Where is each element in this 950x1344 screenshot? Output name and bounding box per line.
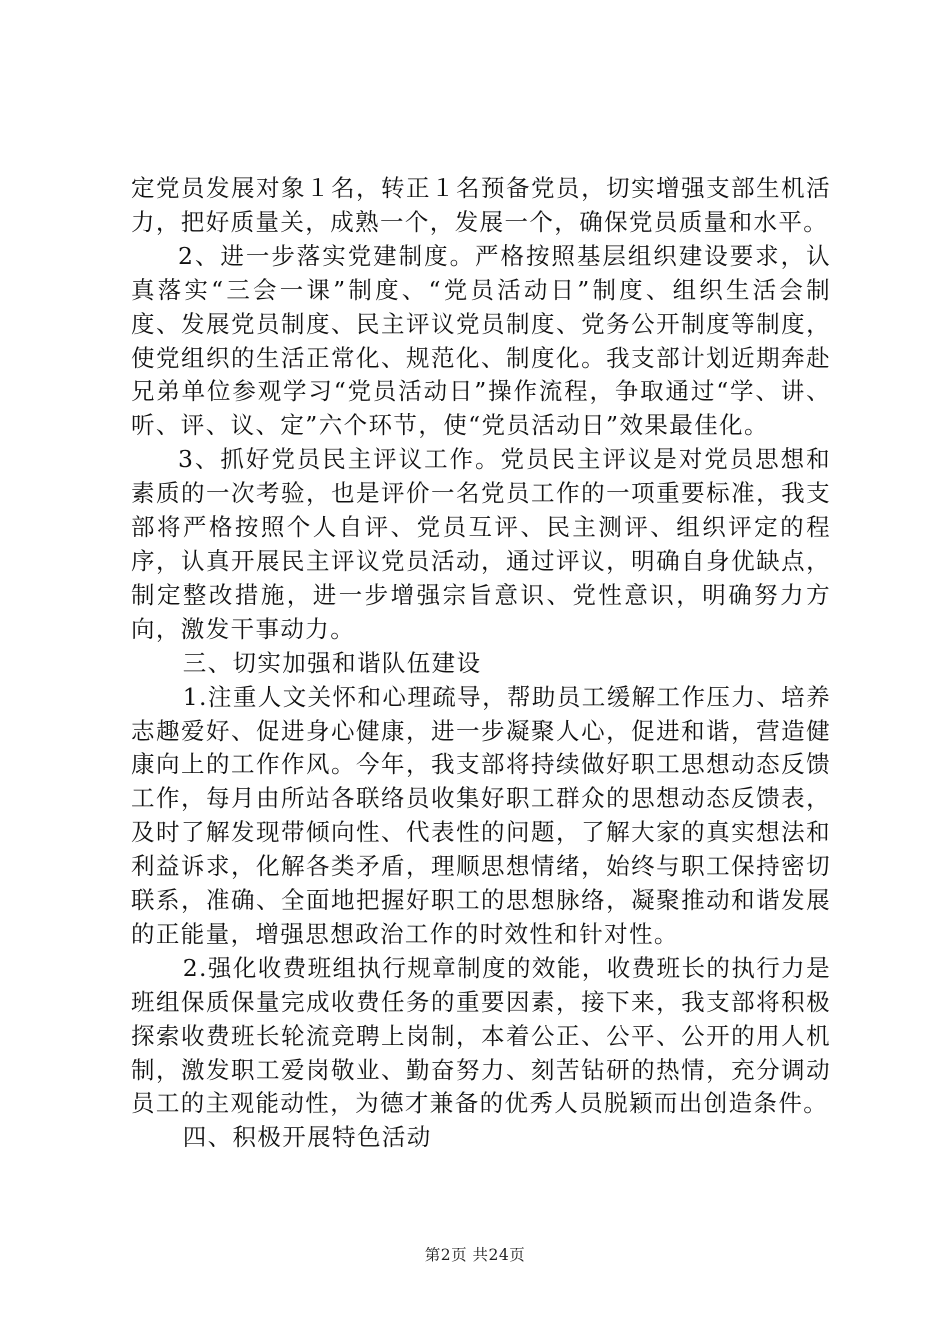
paragraph-continuation: 定党员发展对象１名，转正１名预备党员，切实增强支部生机活力，把好质量关，成熟一个，发展一个，确保党员质量和水平。 [131, 174, 831, 236]
section-heading-3: 三、切实加强和谐队伍建设 [182, 648, 482, 677]
page-number-footer: 第2页 共24页 [424, 1246, 526, 1264]
paragraph-sub-2: 2.强化收费班组执行规章制度的效能，收费班长的执行力是班组保质保量完成收费任务的重要因素，接下来，我支部将积极探索收费班长轮流竞聘上岗制，本着公正、公平、公开的用人机制，激发职工爱岗敬业、勤奋努力、刻苦钻研的热情，充分调动员工的主观能动性，为德才兼备的优秀人员脱颖而出创造条件。 [131, 953, 831, 1118]
paragraph-sub-1: 1.注重人文关怀和心理疏导，帮助员工缓解工作压力、培养志趣爱好、促进身心健康，进一步凝聚人心，促进和谐，营造健康向上的工作作风。今年，我支部将持续做好职工思想动态反馈工作，每月由所站各联络员收集好职工群众的思想动态反馈表，及时了解发现带倾向性、代表性的问题，了解大家的真实想法和利益诉求，化解各类矛盾，理顺思想情绪，始终与职工保持密切联系，准确、全面地把握好职工的思想脉络，凝聚推动和谐发展的正能量，增强思想政治工作的时效性和针对性。 [131, 682, 831, 948]
document-body [131, 172, 831, 1155]
paragraph-item-3: 3、抓好党员民主评议工作。党员民主评议是对党员思想和素质的一次考验，也是评价一名党员工作的一项重要标准，我支部将严格按照个人自评、党员互评、民主测评、组织评定的程序，认真开展民主评议党员活动，通过评议，明确自身优缺点，制定整改措施，进一步增强宗旨意识、党性意识，明确努力方向，激发干事动力。 [131, 445, 831, 643]
paragraph-item-2: 2、进一步落实党建制度。严格按照基层组织建设要求，认真落实“三会一课”制度、“党员活动日”制度、组织生活会制度、发展党员制度、民主评议党员制度、党务公开制度等制度，使党组织的生活正常化、规范化、制度化。我支部计划近期奔赴兄弟单位参观学习“党员活动日”操作流程，争取通过“学、讲、听、评、议、定”六个环节，使“党员活动日”效果最佳化。 [131, 241, 831, 440]
section-heading-4: 四、积极开展特色活动 [182, 1123, 432, 1152]
